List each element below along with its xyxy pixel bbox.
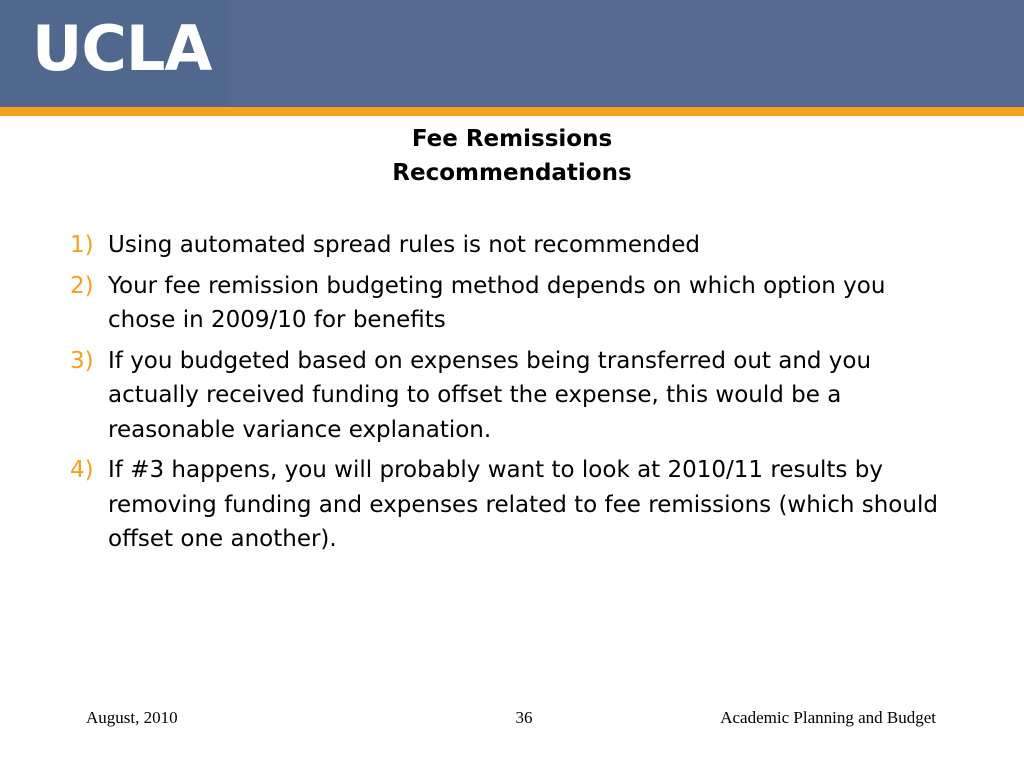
list-item: [70, 344, 950, 448]
footer-page-number: 36: [515, 708, 533, 727]
list-item: [70, 453, 950, 557]
recommendation-list: [70, 228, 950, 563]
list-item-text: Your fee remission budgeting method depends on which option you chose in 2009/10 for benefits: [108, 272, 886, 333]
list-item-text: If you budgeted based on expenses being transferred out and you actually received funding to offset the expense, this would be a reasonable variance explanation.: [108, 347, 872, 443]
list-item: [70, 269, 950, 338]
list-item: [70, 228, 950, 263]
list-item-number: 4): [70, 457, 94, 483]
list-item-number: 1): [70, 232, 94, 258]
footer-date: August, 2010: [86, 708, 178, 727]
logo-block: [0, 0, 228, 107]
accent-divider: [0, 107, 1024, 116]
list-item-text: Using automated spread rules is not recommended: [108, 232, 700, 258]
slide-title: [0, 122, 1024, 190]
ucla-logo: UCLA: [32, 12, 212, 85]
footer-department: Academic Planning and Budget: [720, 708, 936, 727]
title-line-1: Fee Remissions: [411, 126, 613, 152]
list-item-number: 2): [70, 272, 94, 299]
list-item-number: 3): [70, 347, 94, 374]
list-item-text: If #3 happens, you will probably want to look at 2010/11 results by removing funding and expenses related to fee remissions (which should offset one another).: [108, 457, 938, 552]
title-line-2: Recommendations: [392, 160, 632, 186]
